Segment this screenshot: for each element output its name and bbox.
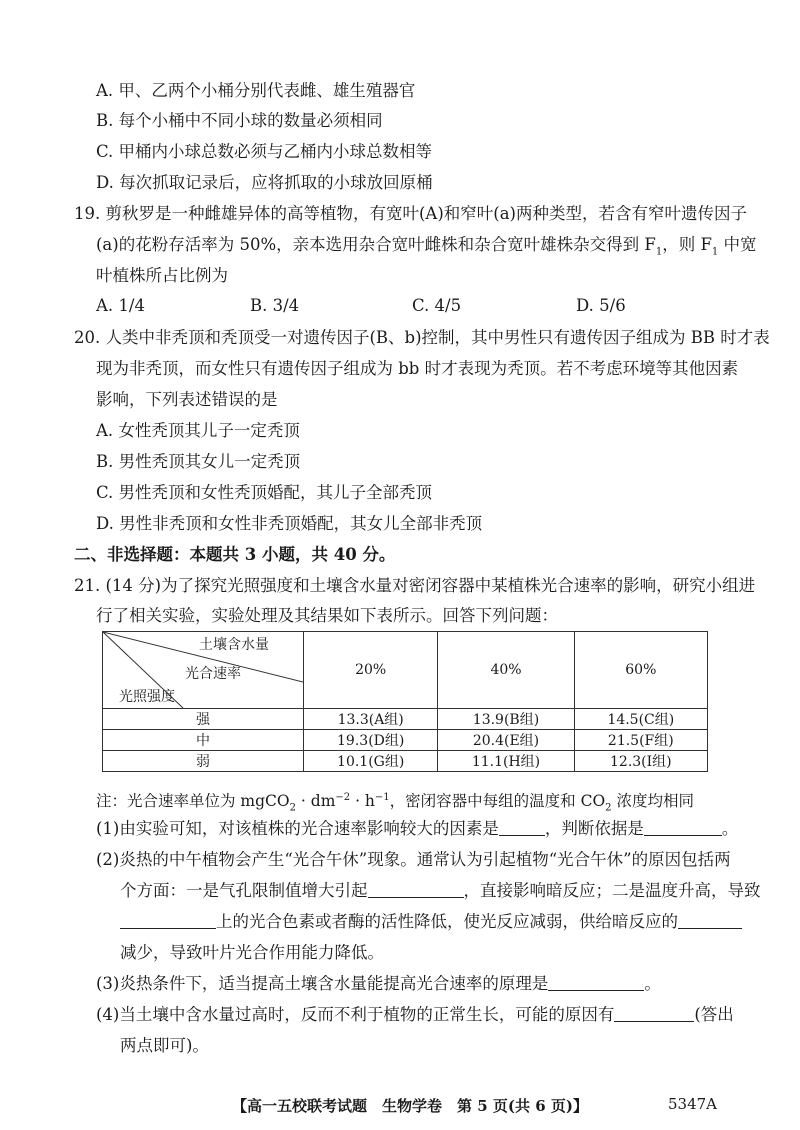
q21-sub1: (1)由实验可知，对该植株的光合速率影响较大的因素是 ，判断依据是 。 bbox=[96, 819, 739, 838]
table-cell: 21.5(F组) bbox=[574, 730, 707, 751]
q19-choice-d: D. 5/6 bbox=[576, 296, 626, 315]
results-table bbox=[102, 631, 708, 772]
q21-sub3: (3)炎热条件下，适当提高土壤含水量能提高光合速率的原理是 。 bbox=[96, 974, 661, 993]
q21-stem-line2: 行了相关实验，实验处理及其结果如下表所示。回答下列问题： bbox=[96, 606, 558, 625]
table-cell: 10.1(G组) bbox=[304, 751, 438, 772]
q20-option-a: A. 女性秃顶其儿子一定秃顶 bbox=[96, 421, 300, 440]
table-row bbox=[103, 730, 708, 751]
q18-option-c: C. 甲桶内小球总数必须与乙桶内小球总数相等 bbox=[96, 142, 433, 161]
q20-option-d: D. 男性非秃顶和女性非秃顶婚配，其女儿全部非秃顶 bbox=[96, 514, 483, 533]
table-diagonal-header bbox=[103, 632, 304, 709]
table-col-header: 20% bbox=[304, 632, 438, 709]
q20-stem-line2: 现为非秃顶，而女性只有遗传因子组成为 bb 时才表现为秃顶。若不考虑环境等其他因素 bbox=[96, 359, 739, 378]
table-cell: 12.3(I组) bbox=[574, 751, 707, 772]
row-label: 弱 bbox=[103, 751, 304, 772]
table-cell: 11.1(H组) bbox=[438, 751, 574, 772]
answer-blank[interactable] bbox=[368, 881, 464, 898]
table-cell: 14.5(C组) bbox=[574, 709, 707, 730]
q20-stem-line1: 20. 人类中非秃顶和秃顶受一对遗传因子(B、b)控制，其中男性只有遗传因子组成为 BB 时才表 bbox=[74, 328, 770, 347]
answer-blank[interactable] bbox=[499, 819, 545, 836]
q18-option-b: B. 每个小桶中不同小球的数量必须相同 bbox=[96, 111, 383, 130]
q21-sub4-line2: 两点即可)。 bbox=[120, 1036, 209, 1055]
q21-sub4-line1: (4)当土壤中含水量过高时，反而不利于植物的正常生长，可能的原因有 (答出 bbox=[96, 1005, 734, 1024]
q21-sub2-line1: (2)炎热的中午植物会产生“光合午休”现象。通常认为引起植物“光合午休”的原因包括两 bbox=[96, 850, 731, 869]
q19-stem-line3: 叶植株所占比例为 bbox=[96, 266, 228, 285]
q19-choice-b: B. 3/4 bbox=[250, 296, 300, 315]
table-note: 注：光合速率单位为 mgCO$_2$ · $dm^{-2} \cdot h^{-1}$，密闭容器中每组的温度和 $CO_2$ 浓度均相同 bbox=[96, 792, 694, 814]
page-footer: 【高一五校联考试题 生物学卷 第 5 页(共 6 页)】 bbox=[232, 1097, 588, 1115]
answer-blank[interactable] bbox=[678, 912, 742, 929]
table-cell: 19.3(D组) bbox=[304, 730, 438, 751]
q21-stem-line1: 21. (14 分)为了探究光照强度和土壤含水量对密闭容器中某植株光合速率的影响，研究小组进 bbox=[74, 576, 756, 595]
q18-option-d: D. 每次抓取记录后，应将抓取的小球放回原桶 bbox=[96, 173, 433, 192]
answer-blank[interactable] bbox=[614, 1005, 694, 1022]
q19-choice-a: A. 1/4 bbox=[96, 296, 145, 315]
answer-blank[interactable] bbox=[120, 912, 216, 929]
answer-blank[interactable] bbox=[644, 819, 722, 836]
diag-label-soil-water: 土壤含水量 bbox=[199, 637, 269, 653]
table-col-header: 40% bbox=[438, 632, 574, 709]
q19-stem-line1: 19. 剪秋罗是一种雌雄异体的高等植物，有宽叶(A)和窄叶(a)两种类型，若含有窄叶遗传因子 bbox=[74, 204, 747, 223]
table-cell: 13.9(B组) bbox=[438, 709, 574, 730]
q19-stem-line2: (a)的花粉存活率为 50%，亲本选用杂合宽叶雌株和杂合宽叶雄株杂交得到 $F_1$，则 $F_1$ 中宽 bbox=[96, 235, 757, 258]
table-row bbox=[103, 751, 708, 772]
q21-sub2-line2: 个方面：一是气孔限制值增大引起 ，直接影响暗反应；二是温度升高，导致 bbox=[120, 881, 761, 900]
table-col-header: 60% bbox=[574, 632, 707, 709]
diag-label-light-intensity: 光照强度 bbox=[119, 689, 175, 705]
answer-blank[interactable] bbox=[548, 974, 644, 991]
q21-sub2-line4: 减少，导致叶片光合作用能力降低。 bbox=[120, 943, 384, 962]
q21-sub2-line3: 上的光合色素或者酶的活性降低，使光反应减弱，供给暗反应的 bbox=[120, 911, 742, 933]
table-cell: 13.3(A组) bbox=[304, 709, 438, 730]
q20-stem-line3: 影响，下列表述错误的是 bbox=[96, 390, 278, 409]
q20-option-c: C. 男性秃顶和女性秃顶婚配，其儿子全部秃顶 bbox=[96, 483, 433, 502]
table-cell: 20.4(E组) bbox=[438, 730, 574, 751]
q18-option-a: A. 甲、乙两个小桶分别代表雌、雄生殖器官 bbox=[96, 81, 416, 100]
table-header-row bbox=[103, 632, 708, 709]
q19-choice-c: C. 4/5 bbox=[412, 296, 462, 315]
q20-option-b: B. 男性秃顶其女儿一定秃顶 bbox=[96, 452, 301, 471]
table-row bbox=[103, 709, 708, 730]
diag-label-photosynthesis-rate: 光合速率 bbox=[185, 666, 241, 682]
section-heading: 二、非选择题：本题共 3 小题，共 40 分。 bbox=[74, 545, 396, 564]
row-label: 中 bbox=[103, 730, 304, 751]
exam-code: 5347A bbox=[668, 1095, 718, 1113]
row-label: 强 bbox=[103, 709, 304, 730]
